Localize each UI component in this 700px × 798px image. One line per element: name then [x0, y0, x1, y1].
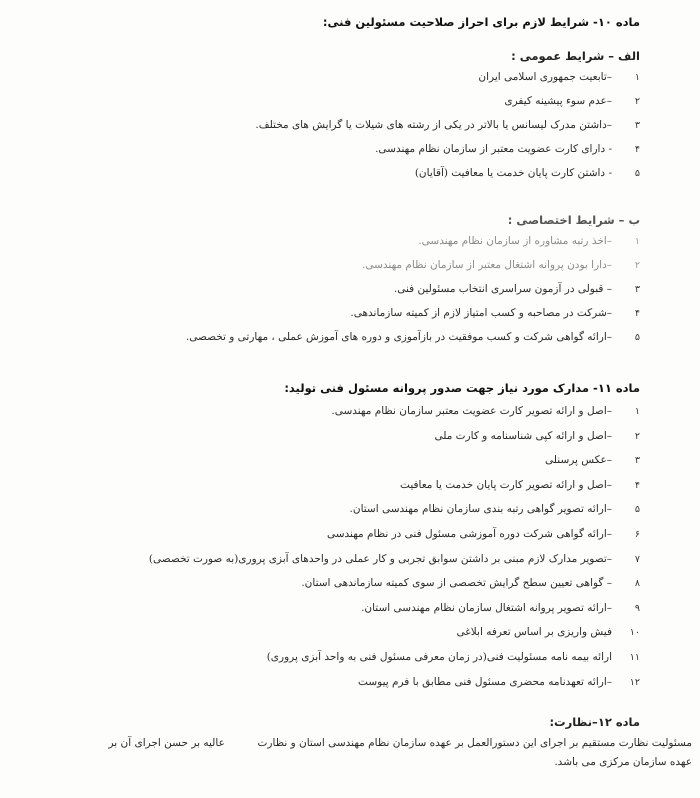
required-document-1 [50, 404, 640, 419]
general-condition-4 [50, 142, 640, 157]
article-12-line-2: عهده سازمان مرکزی می باشد. [554, 756, 692, 768]
item-number: ۴ [634, 144, 640, 155]
special-condition-4 [50, 306, 640, 321]
item-text: –عدم سوء پیشینه کیفری [504, 95, 612, 107]
item-text: –دارا بودن پروانه اشتغال معتبر از سازمان نظام مهندسی. [362, 259, 612, 271]
special-condition-5 [50, 330, 640, 345]
special-condition-2 [50, 258, 640, 273]
item-number: ۱۲ [629, 676, 640, 688]
item-text: –تصویر مدارک لازم مبنی بر داشتن سوابق تجربی و کار عملی در واحدهای آبزی پروری(به صورت تخصصی) [148, 552, 612, 565]
general-condition-1 [50, 70, 640, 85]
special-conditions-title: ب – شرایط اختصاصی : [507, 213, 640, 227]
general-condition-5 [50, 166, 640, 181]
item-number: ۳ [634, 284, 640, 295]
required-document-8 [50, 576, 640, 591]
item-number: ۵ [634, 332, 640, 343]
item-number: ۱۱ [629, 651, 640, 663]
item-text: –اصل و ارائه کپی شناسنامه و کارت ملی [434, 429, 612, 442]
article-12-paragraph [20, 736, 692, 770]
required-document-3 [50, 453, 640, 468]
item-number: ۱ [634, 72, 640, 83]
item-text: –ارائه تعهدنامه محضری مسئول فنی مطابق با فرم پیوست [358, 675, 612, 688]
required-document-10 [50, 625, 640, 640]
item-text: –ارائه گواهی شرکت دوره آموزشی مسئول فنی در نظام مهندسی [326, 527, 612, 540]
item-number: ۱ [634, 406, 640, 417]
item-number: ۶ [634, 528, 640, 540]
required-document-11 [50, 650, 640, 665]
article-10-heading-block [50, 14, 640, 30]
general-condition-2 [50, 94, 640, 109]
required-document-5 [50, 502, 640, 517]
item-number: ۲ [634, 96, 640, 107]
item-number: ۷ [634, 553, 640, 565]
item-text: –تابعیت جمهوری اسلامی ایران [478, 71, 612, 83]
item-text: - دارای کارت عضویت معتبر از سازمان نظام مهندسی. [375, 143, 612, 155]
general-conditions-section [50, 48, 640, 190]
item-text: –اخذ رتبه مشاوره از سازمان نظام مهندسی. [418, 235, 612, 247]
item-text: –ارائه تصویر پروانه اشتغال سازمان نظام مهندسی استان. [361, 601, 612, 614]
special-conditions-list [50, 234, 640, 345]
item-text: – قبولی در آزمون سراسری انتخاب مسئولین فنی. [393, 283, 612, 295]
required-document-4 [50, 478, 640, 493]
article-11-title: ماده ۱۱- مدارک مورد نیاز جهت صدور پروانه مسئول فنی تولید: [284, 381, 640, 395]
item-text: ارائه بیمه نامه مسئولیت فنی(در زمان معرفی مسئول فنی به واحد آبزی پروری) [266, 650, 612, 663]
article-12-line-1-part-b: عالیه بر حسن اجرای آن بر [108, 737, 225, 749]
required-document-2 [50, 429, 640, 444]
item-number: ۳ [634, 120, 640, 131]
general-conditions-list [50, 70, 640, 181]
article-10-title: ماده ۱۰- شرایط لازم برای احراز صلاحیت مسئولین فنی: [322, 15, 640, 29]
required-document-7 [50, 552, 640, 567]
item-text: – گواهی تعیین سطح گرایش تخصصی از سوی کمیته سازماندهی استان. [301, 577, 612, 590]
item-text: –عکس پرسنلی [545, 454, 612, 467]
general-conditions-title: الف – شرایط عمومی : [511, 49, 640, 63]
special-condition-3 [50, 282, 640, 297]
item-number: ۴ [634, 308, 640, 319]
required-documents-list [50, 404, 640, 690]
article-11-section [50, 380, 640, 699]
item-number: ۱ [634, 236, 640, 247]
item-number: ۳ [634, 455, 640, 467]
required-document-6 [50, 527, 640, 542]
item-number: ۵ [634, 168, 640, 179]
item-number: ۲ [634, 430, 640, 442]
general-condition-3 [50, 118, 640, 133]
item-text: –اصل و ارائه تصویر کارت عضویت معتبر سازمان نظام مهندسی. [331, 405, 612, 417]
item-text: –اصل و ارائه تصویر کارت پایان خدمت یا معافیت [400, 478, 612, 491]
item-text: –داشتن مدرک لیسانس یا بالاتر در یکی از رشته های شیلات یا گرایش های مختلف. [255, 119, 612, 131]
article-12-line-1 [20, 736, 692, 751]
article-12-title: ماده ۱۲–نظارت: [549, 715, 640, 729]
article-12-line-1-part-a: مسئولیت نظارت مستقیم بر اجرای این دستورالعمل بر عهده سازمان نظام مهندسی استان و نظارت [257, 737, 692, 749]
special-conditions-section [50, 212, 640, 354]
item-text: –ارائه گواهی شرکت و کسب موفقیت در بازآموزی و دوره های آموزش عملی ، مهارتی و تخصصی. [185, 331, 612, 343]
item-number: ۹ [634, 602, 640, 614]
item-text: - داشتن کارت پایان خدمت یا معافیت (آقایان) [414, 167, 612, 179]
article-12-section [20, 714, 692, 770]
item-text: –ارائه تصویر گواهی رتبه بندی سازمان نظام مهندسی استان. [349, 503, 612, 516]
special-condition-1 [50, 234, 640, 249]
item-number: ۵ [634, 504, 640, 516]
item-text: فیش واریزی بر اساس تعرفه ابلاغی [456, 626, 612, 639]
item-number: ۱۰ [629, 627, 640, 639]
item-text: –شرکت در مصاحبه و کسب امتیاز لازم از کمیته سازماندهی. [350, 307, 612, 319]
required-document-9 [50, 601, 640, 616]
item-number: ۴ [634, 479, 640, 491]
item-number: ۲ [634, 260, 640, 271]
item-number: ۸ [634, 578, 640, 590]
required-document-12 [50, 675, 640, 690]
